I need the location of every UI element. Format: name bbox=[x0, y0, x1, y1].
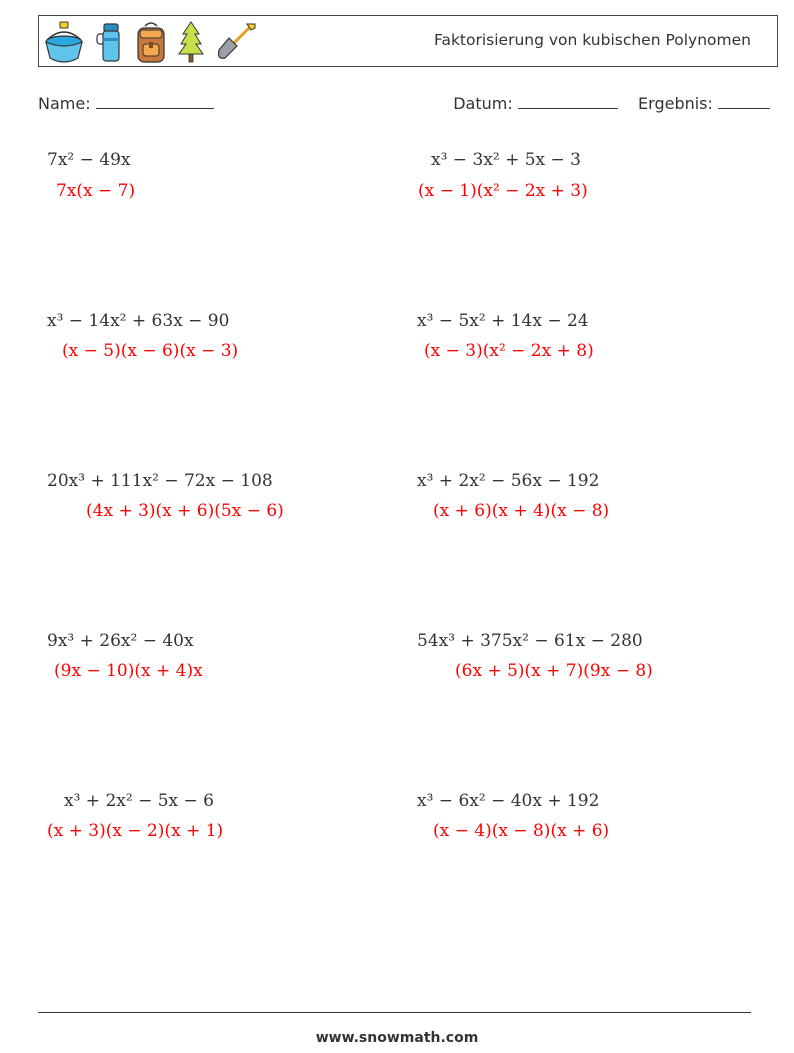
date-label: Datum: bbox=[453, 94, 513, 113]
problem-7: 9x³ + 26x² − 40x bbox=[47, 631, 194, 651]
answer-4: (x − 3)(x² − 2x + 8) bbox=[424, 341, 594, 361]
answer-7: (9x − 10)(x + 4)x bbox=[54, 661, 203, 681]
problem-1: 7x² − 49x bbox=[47, 150, 131, 170]
pine-tree-icon bbox=[177, 20, 205, 64]
name-field bbox=[38, 94, 214, 113]
answer-2: (x − 1)(x² − 2x + 3) bbox=[418, 181, 588, 201]
answer-5: (4x + 3)(x + 6)(5x − 6) bbox=[86, 501, 284, 521]
answer-1: 7x(x − 7) bbox=[56, 181, 136, 201]
result-label: Ergebnis: bbox=[638, 94, 713, 113]
backpack-icon bbox=[133, 20, 169, 64]
answer-6: (x + 6)(x + 4)(x − 8) bbox=[433, 501, 610, 521]
problem-3: x³ − 14x² + 63x − 90 bbox=[47, 311, 230, 331]
problem-6: x³ + 2x² − 56x − 192 bbox=[417, 471, 600, 491]
answer-10: (x − 4)(x − 8)(x + 6) bbox=[433, 821, 610, 841]
bucket-icon bbox=[43, 20, 85, 64]
shovel-icon bbox=[213, 20, 259, 64]
problem-10: x³ − 6x² − 40x + 192 bbox=[417, 791, 600, 811]
header-box bbox=[38, 15, 778, 67]
problem-9: x³ + 2x² − 5x − 6 bbox=[64, 791, 214, 811]
problem-5: 20x³ + 111x² − 72x − 108 bbox=[47, 471, 273, 491]
worksheet-title: Faktorisierung von kubischen Polynomen bbox=[433, 31, 751, 49]
footer-divider bbox=[38, 1012, 751, 1013]
problem-8: 54x³ + 375x² − 61x − 280 bbox=[417, 631, 643, 651]
date-result-fields bbox=[453, 94, 770, 113]
problem-4: x³ − 5x² + 14x − 24 bbox=[417, 311, 589, 331]
name-blank[interactable] bbox=[96, 94, 214, 109]
icon-strip bbox=[43, 19, 259, 65]
name-label: Name: bbox=[38, 94, 91, 113]
footer-url[interactable]: www.snowmath.com bbox=[315, 1030, 479, 1046]
answer-3: (x − 5)(x − 6)(x − 3) bbox=[62, 341, 239, 361]
result-blank[interactable] bbox=[718, 94, 770, 109]
problem-2: x³ − 3x² + 5x − 3 bbox=[431, 150, 581, 170]
thermos-icon bbox=[93, 20, 125, 64]
date-blank[interactable] bbox=[518, 94, 618, 109]
answer-8: (6x + 5)(x + 7)(9x − 8) bbox=[455, 661, 653, 681]
answer-9: (x + 3)(x − 2)(x + 1) bbox=[47, 821, 224, 841]
